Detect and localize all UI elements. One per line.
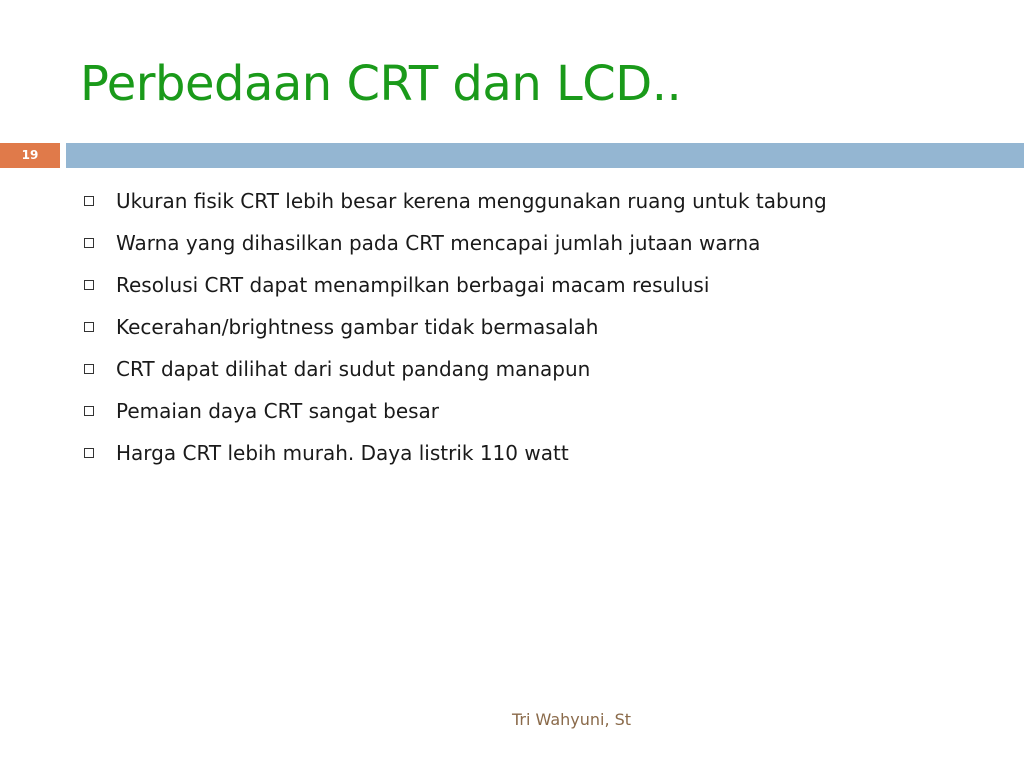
bullet-item [80, 180, 1000, 222]
bullet-item [80, 348, 1000, 390]
hollow-square-bullet-icon [84, 448, 94, 458]
bullet-item [80, 264, 1000, 306]
footer-author: Tri Wahyuni, St [512, 710, 632, 729]
bullet-text: Resolusi CRT dapat menampilkan berbagai macam resulusi [116, 273, 710, 297]
hollow-square-bullet-icon [84, 406, 94, 416]
hollow-square-bullet-icon [84, 238, 94, 248]
hollow-square-bullet-icon [84, 322, 94, 332]
bullet-list [80, 180, 1000, 474]
bullet-text: Kecerahan/brightness gambar tidak bermasalah [116, 315, 599, 339]
bullet-item [80, 432, 1000, 474]
title-accent-bar [66, 143, 1024, 168]
hollow-square-bullet-icon [84, 364, 94, 374]
slide-title: Perbedaan CRT dan LCD.. [80, 56, 682, 112]
bullet-text: Ukuran fisik CRT lebih besar kerena menggunakan ruang untuk tabung [116, 189, 827, 213]
slide-number: 19 [0, 143, 60, 168]
hollow-square-bullet-icon [84, 280, 94, 290]
bullet-text: CRT dapat dilihat dari sudut pandang manapun [116, 357, 591, 381]
bullet-item [80, 222, 1000, 264]
bullet-item [80, 390, 1000, 432]
bullet-text: Harga CRT lebih murah. Daya listrik 110 watt [116, 441, 569, 465]
bullet-item [80, 306, 1000, 348]
hollow-square-bullet-icon [84, 196, 94, 206]
bullet-text: Pemaian daya CRT sangat besar [116, 399, 440, 423]
bullet-text: Warna yang dihasilkan pada CRT mencapai jumlah jutaan warna [116, 231, 761, 255]
